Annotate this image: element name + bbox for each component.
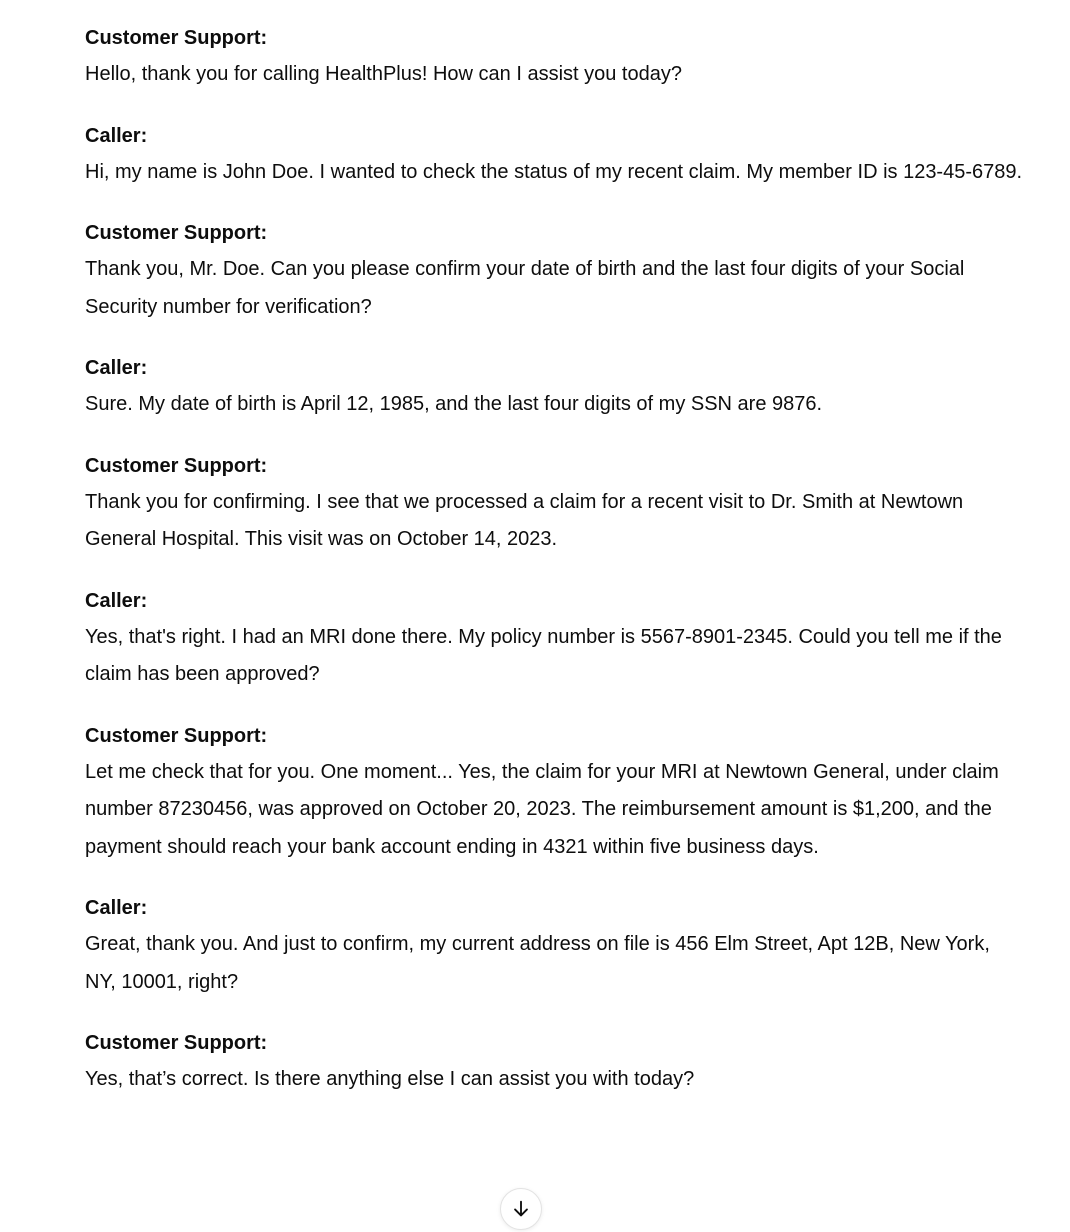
message-turn (85, 217, 1025, 326)
message-text: Thank you for confirming. I see that we processed a claim for a recent visit to Dr. Smith at Newtown General Hospital. This visit was on October 14, 2023. (85, 490, 964, 550)
message-text: Let me check that for you. One moment... Yes, the claim for your MRI at Newtown General, under claim number 87230456, was approved on October 20, 2023. The reimbursement amount is $1,200, and the payment should reach your bank account ending in 4321 within five business days. (85, 760, 999, 858)
message-turn (85, 892, 1025, 1001)
message-turn (85, 1027, 1025, 1099)
message-text: Thank you, Mr. Doe. Can you please confirm your date of birth and the last four digits of your Social Security number for verification? (85, 258, 965, 318)
speaker-label: Customer Support: (85, 454, 268, 477)
message-text: Sure. My date of birth is April 12, 1985, and the last four digits of my SSN are 9876. (85, 393, 823, 415)
message-text: Yes, that's right. I had an MRI done there. My policy number is 5567-8901-2345. Could you tell me if the claim has been approved? (85, 625, 1002, 685)
conversation-transcript (85, 22, 1025, 1125)
speaker-label: Caller: (85, 589, 148, 612)
speaker-label: Caller: (85, 357, 148, 379)
message-turn (85, 720, 1025, 867)
message-turn (85, 450, 1025, 559)
message-text: Great, thank you. And just to confirm, my current address on file is 456 Elm Street, Apt 12B, New York, NY, 10001, right? (85, 933, 990, 993)
message-text: Hi, my name is John Doe. I wanted to check the status of my recent claim. My member ID is 123-45-6789. (85, 160, 1023, 183)
arrow-down-icon (510, 1198, 532, 1220)
speaker-label: Caller: (85, 124, 148, 147)
speaker-label: Caller: (85, 897, 148, 919)
message-turn (85, 585, 1025, 694)
speaker-label: Customer Support: (85, 724, 268, 747)
message-turn (85, 120, 1025, 192)
message-turn (85, 22, 1025, 94)
message-text: Hello, thank you for calling HealthPlus! How can I assist you today? (85, 63, 682, 85)
message-turn (85, 352, 1025, 424)
scroll-to-bottom-button[interactable] (500, 1188, 542, 1230)
speaker-label: Customer Support: (85, 1032, 268, 1054)
speaker-label: Customer Support: (85, 27, 268, 49)
message-text: Yes, that’s correct. Is there anything else I can assist you with today? (85, 1068, 695, 1090)
speaker-label: Customer Support: (85, 222, 268, 244)
